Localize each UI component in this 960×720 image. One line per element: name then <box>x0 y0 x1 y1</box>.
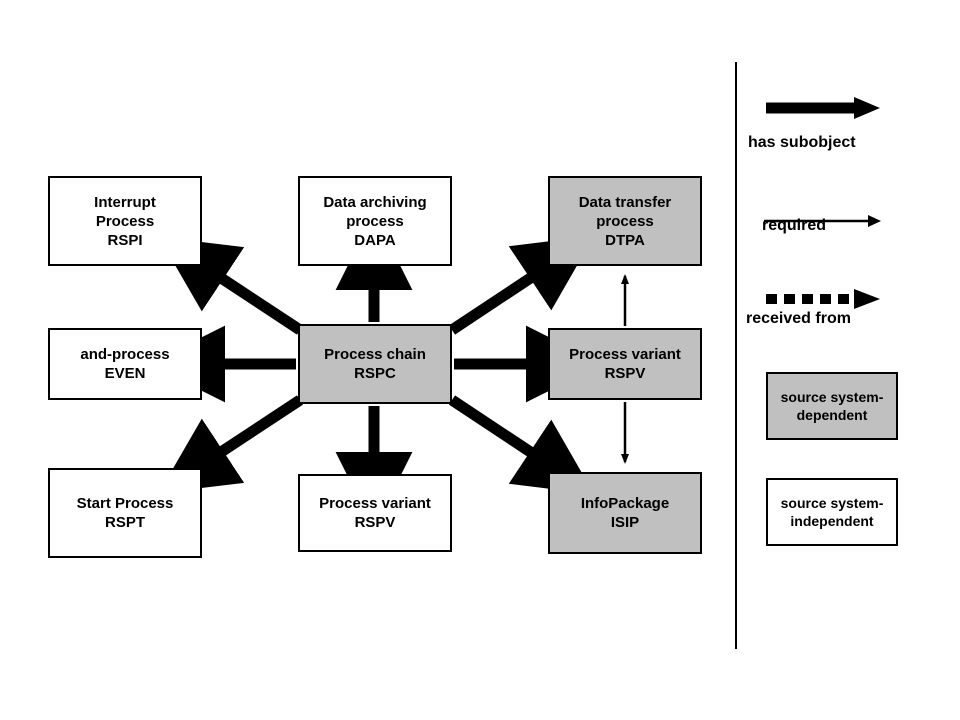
node-process-variant-right[interactable] <box>548 328 702 400</box>
node-line: InfoPackage <box>580 495 670 512</box>
node-start-process[interactable] <box>48 468 202 558</box>
arrow-rspc-to-rspi <box>212 272 300 330</box>
legend-dotted-arrow-icon <box>762 286 882 312</box>
legend-thick-arrow-icon <box>762 92 882 124</box>
node-line: Data archiving <box>323 193 427 211</box>
arrow-rspc-to-dtpa <box>452 271 541 330</box>
node-line: Start Process <box>76 495 174 512</box>
legend-box-line: dependent <box>796 407 868 423</box>
node-line: RSPI <box>107 231 143 249</box>
legend-label-has-subobject: has subobject <box>748 134 856 151</box>
node-data-archiving-process[interactable] <box>298 176 452 266</box>
node-line: Interrupt <box>94 193 156 211</box>
node-line: Process chain <box>324 346 426 363</box>
node-process-variant-middle[interactable] <box>298 474 452 552</box>
node-line: Process variant <box>319 495 431 512</box>
node-line: RSPT <box>104 514 145 531</box>
node-line: RSPC <box>354 365 396 382</box>
node-line: RSPV <box>604 365 646 382</box>
node-interrupt-process[interactable] <box>48 176 202 266</box>
legend-box-line: source system- <box>780 389 884 405</box>
node-line: ISIP <box>610 514 640 531</box>
node-line: and-process <box>80 346 170 363</box>
arrow-rspc-to-rspt <box>212 400 300 458</box>
node-line: EVEN <box>104 365 146 382</box>
node-and-process[interactable] <box>48 328 202 400</box>
arrow-rspc-to-isip <box>452 400 541 459</box>
legend-box-line: independent <box>790 513 874 529</box>
node-line: RSPV <box>354 514 396 531</box>
legend-box-line: source system- <box>780 495 884 511</box>
node-line: DTPA <box>605 231 645 249</box>
node-process-chain[interactable] <box>298 324 452 404</box>
node-line: process <box>346 212 404 230</box>
legend-label-required: required <box>762 217 827 234</box>
node-line: Process <box>95 212 155 230</box>
node-data-transfer-process[interactable] <box>548 176 702 266</box>
node-line: DAPA <box>354 231 396 249</box>
node-infopackage[interactable] <box>548 472 702 554</box>
node-line: process <box>596 212 654 230</box>
node-line: Data transfer <box>578 193 672 211</box>
node-line: Process variant <box>569 346 681 363</box>
legend-thin-arrow-icon <box>762 210 882 232</box>
legend-label-received-from: received from <box>746 310 851 327</box>
